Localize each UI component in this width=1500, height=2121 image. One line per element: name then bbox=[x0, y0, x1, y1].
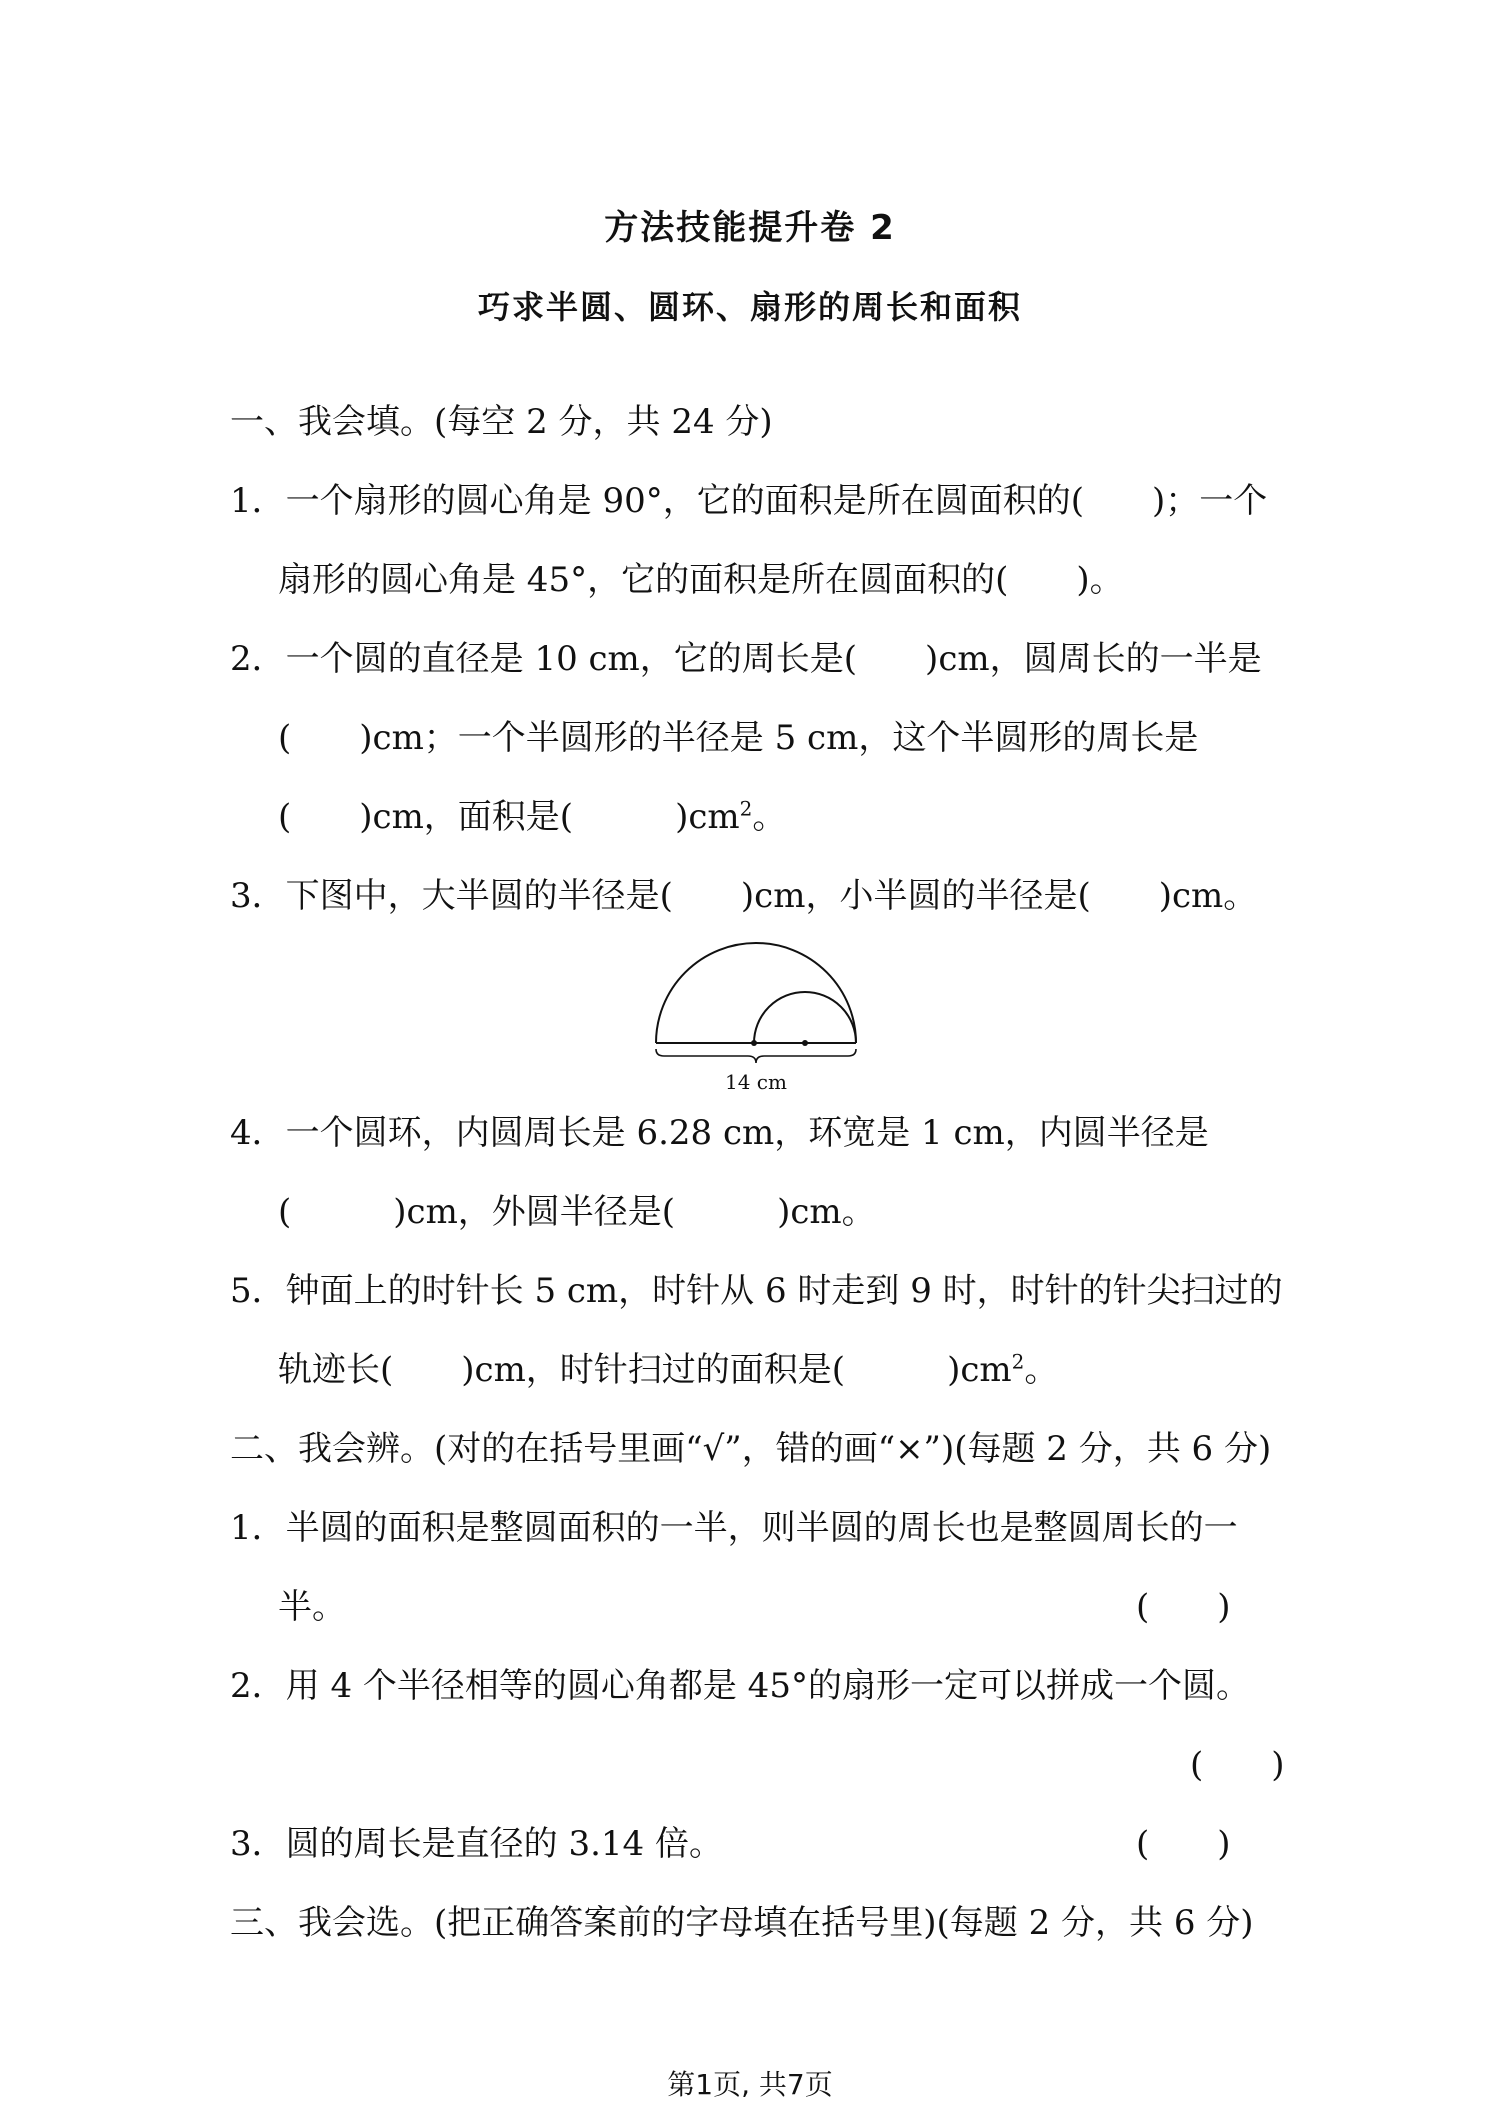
superscript-2: 2 bbox=[1011, 1349, 1025, 1374]
small-center-dot bbox=[802, 1040, 808, 1046]
s1-q4-line1: 4．一个圆环，内圆周长是 6.28 cm，环宽是 1 cm，内圆半径是 bbox=[230, 1113, 1209, 1153]
s1-q2-line1: 2．一个圆的直径是 10 cm，它的周长是( )cm，圆周长的一半是 bbox=[230, 639, 1262, 679]
s2-q1-answer-blank[interactable]: ( ) bbox=[1136, 1587, 1231, 1627]
page-subtitle: 巧求半圆、圆环、扇形的周长和面积 bbox=[477, 288, 1022, 326]
small-semicircle-arc bbox=[754, 992, 856, 1043]
page-footer: 第1页, 共7页 bbox=[667, 2068, 833, 2101]
s1-q2-line2: ( )cm；一个半圆形的半径是 5 cm，这个半圆形的周长是 bbox=[278, 718, 1199, 758]
s1-q2-line3-text: ( )cm，面积是( )cm bbox=[278, 797, 740, 837]
s1-q5-line1: 5．钟面上的时针长 5 cm，时针从 6 时走到 9 时，时针的针尖扫过的 bbox=[230, 1271, 1283, 1311]
s2-q2-line1: 2．用 4 个半径相等的圆心角都是 45°的扇形一定可以拼成一个圆。 bbox=[230, 1666, 1250, 1706]
s1-q5-line2-end: 。 bbox=[1024, 1350, 1059, 1390]
s1-q5-line2 bbox=[278, 1350, 1058, 1390]
superscript-2: 2 bbox=[739, 796, 753, 821]
page-title: 方法技能提升卷 2 bbox=[604, 208, 896, 248]
s2-q2-answer-blank[interactable]: ( ) bbox=[1190, 1745, 1285, 1785]
semicircle-figure bbox=[650, 935, 870, 1099]
s1-q2-line3-end: 。 bbox=[752, 797, 787, 837]
s1-q2-line3 bbox=[278, 797, 786, 837]
s2-q1-line1: 1．半圆的面积是整圆面积的一半，则半圆的周长也是整圆周长的一 bbox=[230, 1508, 1238, 1548]
s1-q5-line2-text: 轨迹长( )cm，时针扫过的面积是( )cm bbox=[278, 1350, 1012, 1390]
s1-q1-line1: 1．一个扇形的圆心角是 90°，它的面积是所在圆面积的( )；一个 bbox=[230, 481, 1268, 521]
section3-heading: 三、我会选。(把正确答案前的字母填在括号里)(每题 2 分，共 6 分) bbox=[230, 1903, 1254, 1943]
large-center-dot bbox=[751, 1040, 757, 1046]
brace-mark bbox=[656, 1049, 856, 1063]
s2-q3-line1: 3．圆的周长是直径的 3.14 倍。 bbox=[230, 1824, 723, 1864]
s1-q3-line1: 3．下图中，大半圆的半径是( )cm，小半圆的半径是( )cm。 bbox=[230, 876, 1258, 916]
s2-q3-answer-blank[interactable]: ( ) bbox=[1136, 1824, 1231, 1864]
section2-heading: 二、我会辨。(对的在括号里画“√”，错的画“×”)(每题 2 分，共 6 分) bbox=[230, 1429, 1272, 1469]
s2-q1-line2: 半。 bbox=[278, 1587, 346, 1627]
s1-q1-line2: 扇形的圆心角是 45°，它的面积是所在圆面积的( )。 bbox=[278, 560, 1124, 600]
section1-heading: 一、我会填。(每空 2 分，共 24 分) bbox=[230, 402, 773, 442]
figure-length-label: 14 cm bbox=[725, 1070, 787, 1094]
semicircle-diagram bbox=[650, 935, 870, 1095]
s1-q4-line2: ( )cm，外圆半径是( )cm。 bbox=[278, 1192, 876, 1232]
